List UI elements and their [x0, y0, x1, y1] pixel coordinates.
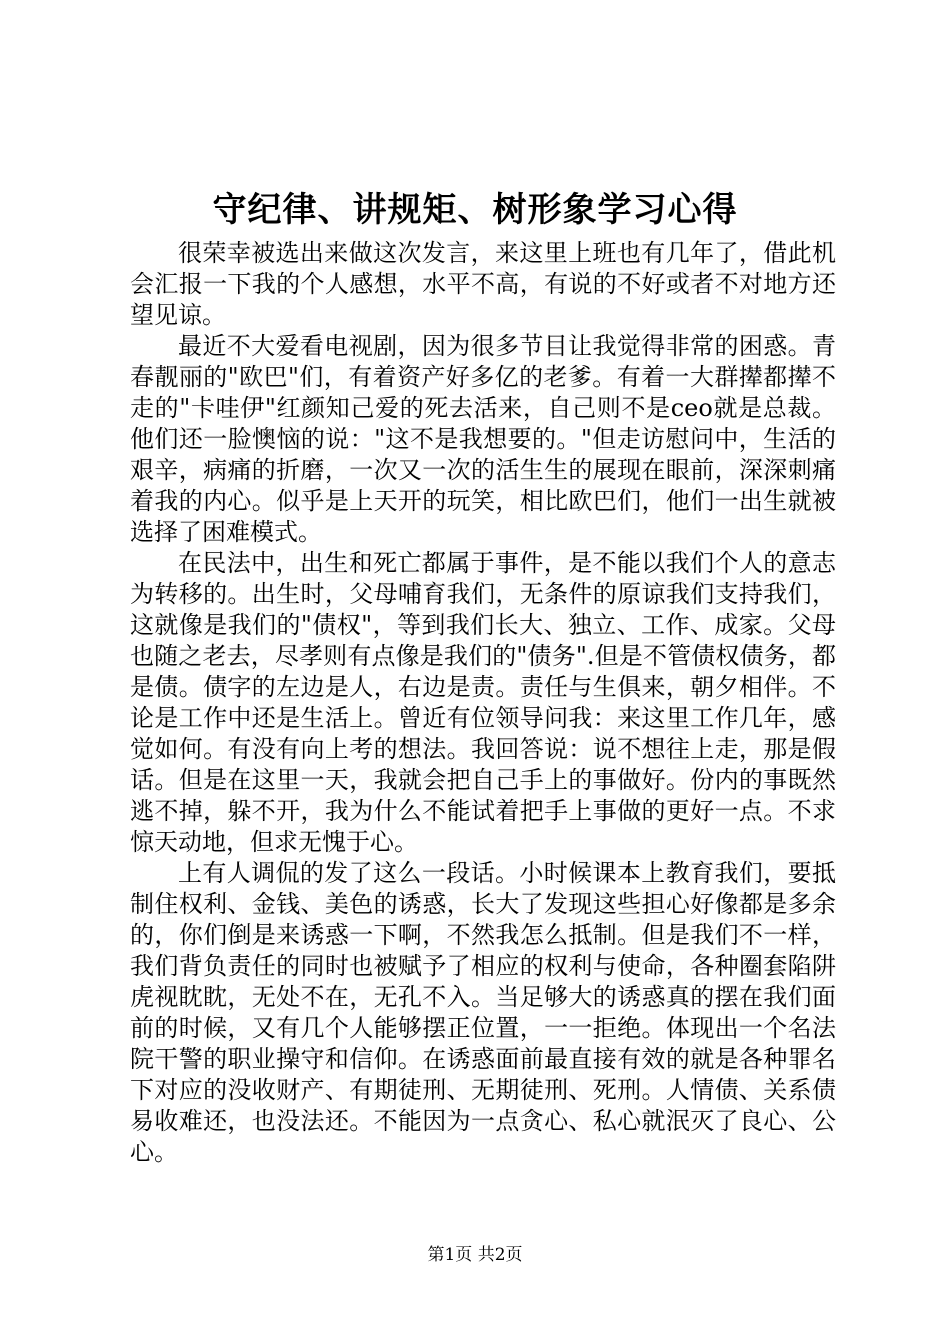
- page-title: 守纪律、讲规矩、树形象学习心得: [212, 190, 738, 230]
- page-footer: 第1页 共2页: [427, 1245, 523, 1265]
- paragraph-4: 上有人调侃的发了这么一段话。小时候课本上教育我们，要抵制住权利、金钱、美色的诱惑，长大了发现这些担心好像都是多余的，你们倒是来诱惑一下啊，不然我怎么抵制。但是我们不一样，我们背负责任的同时也被赋予了相应的权利与使命，各种圈套陷阱虎视眈眈，无处不在，无孔不入。当足够大的诱惑真的摆在我们面前的时候，又有几个人能够摆正位置，一一拒绝。体现出一个名法院干警的职业操守和信仰。在诱惑面前最直接有效的就是各种罪名下对应的没收财产、有期徒刑、无期徒刑、死刑。人情债、关系债易收难还，也没法还。不能因为一点贪心、私心就泯灭了良心、公心。: [130, 859, 836, 1166]
- paragraph-1: 很荣幸被选出来做这次发言，来这里上班也有几年了，借此机会汇报一下我的个人感想，水平不高，有说的不好或者不对地方还望见谅。: [130, 239, 836, 329]
- document-body: [130, 238, 836, 1168]
- paragraph-3: 在民法中，出生和死亡都属于事件，是不能以我们个人的意志为转移的。出生时，父母哺育我们，无条件的原谅我们支持我们，这就像是我们的"债权"，等到我们长大、独立、工作、成家。父母也随之老去，尽孝则有点像是我们的"债务".但是不管债权债务，都是债。债字的左边是人，右边是责。责任与生俱来，朝夕相伴。不论是工作中还是生活上。曾近有位领导问我：来这里工作几年，感觉如何。有没有向上考的想法。我回答说：说不想往上走，那是假话。但是在这里一天，我就会把自己手上的事做好。份内的事既然逃不掉，躲不开，我为什么不能试着把手上事做的更好一点。不求惊天动地，但求无愧于心。: [130, 549, 836, 856]
- paragraph-2: 最近不大爱看电视剧，因为很多节目让我觉得非常的困惑。青春靓丽的"欧巴"们，有着资产好多亿的老爹。有着一大群撵都撵不走的"卡哇伊"红颜知己爱的死去活来，自己则不是ceo就是总裁。他们还一脸懊恼的说："这不是我想要的。"但走访慰问中，生活的艰辛，病痛的折磨，一次又一次的活生生的展现在眼前，深深刺痛着我的内心。似乎是上天开的玩笑，相比欧巴们，他们一出生就被选择了困难模式。: [130, 332, 836, 546]
